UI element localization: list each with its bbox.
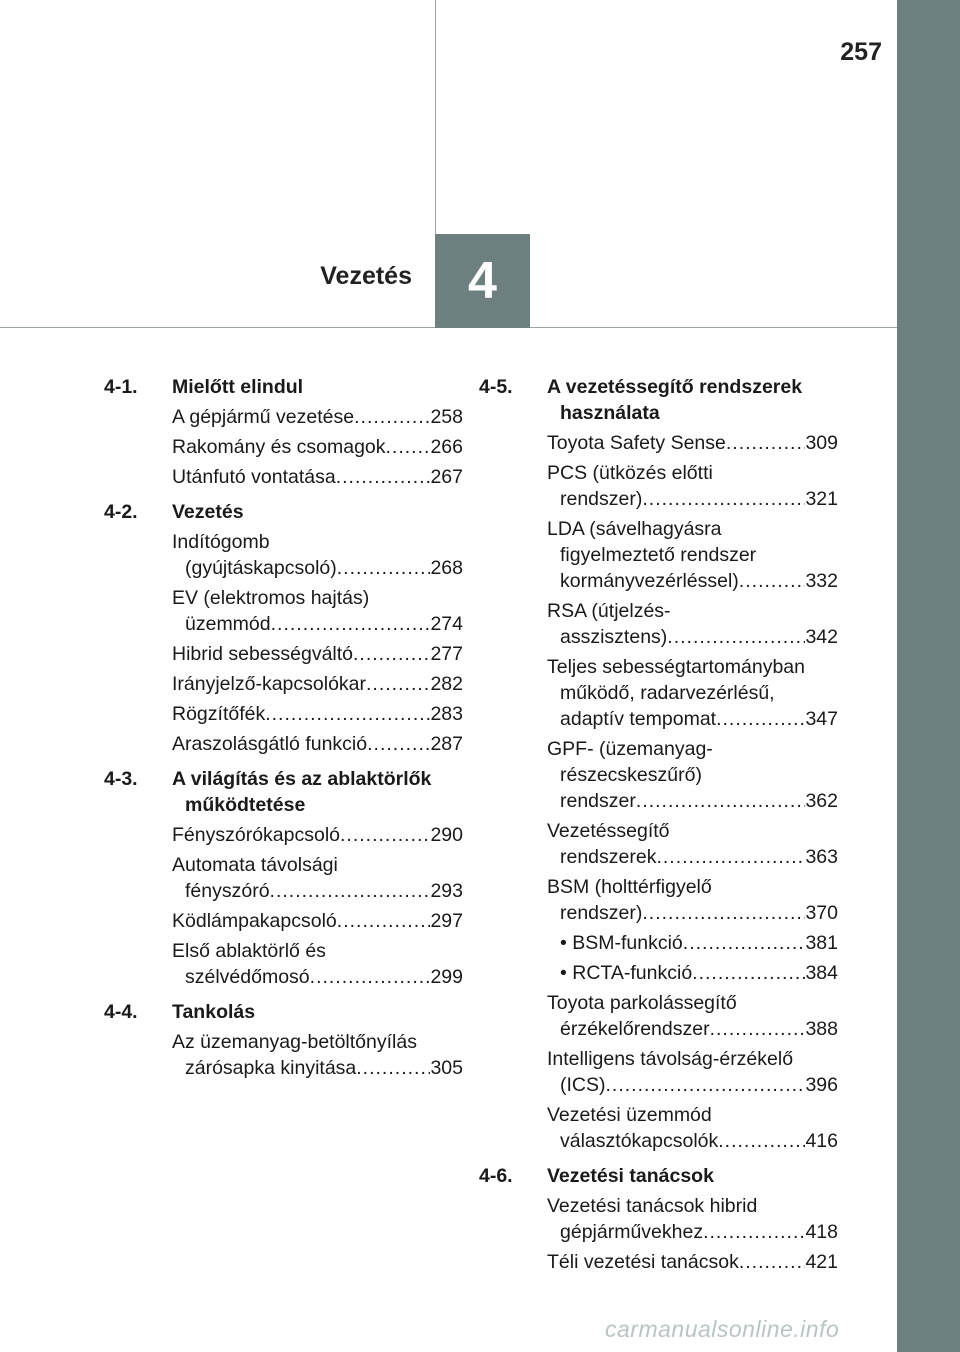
entry-text-line: (gyújtáskapcsoló) (185, 557, 337, 579)
header-vertical-rule (435, 0, 436, 234)
dot-leader (353, 641, 430, 667)
entry-page-number: 342 (805, 626, 838, 648)
entry-text-line: Automata távolsági (172, 854, 338, 876)
entry-text-line: Teljes sebességtartományban (547, 656, 805, 678)
entry-text-line: rendszer) (560, 488, 643, 510)
entry-text-line: Rögzítőfék (172, 703, 266, 725)
toc-entry[interactable] (495, 598, 838, 650)
section-title-line: használata (560, 402, 660, 424)
dot-leader (265, 701, 430, 727)
toc-section-heading (479, 1163, 838, 1189)
chapter-number-box: 4 (435, 234, 530, 328)
entry-text-line: Araszolásgátló funkció (172, 733, 368, 755)
entry-page-number: 282 (430, 673, 463, 695)
entry-page-number: 267 (430, 466, 463, 488)
watermark: carmanualsonline.info (605, 1316, 840, 1342)
toc-entry[interactable] (495, 1193, 838, 1245)
dot-leader (337, 908, 431, 934)
entry-text-line: Ködlámpakapcsoló (172, 910, 337, 932)
entry-text-line: GPF- (üzemanyag- (547, 738, 713, 760)
entry-page-number: 416 (805, 1130, 838, 1152)
toc-entry[interactable] (495, 874, 838, 926)
entry-page-number: 274 (430, 613, 463, 635)
entry-page-number: 283 (430, 703, 463, 725)
entry-text-line: • RCTA-funkció (560, 962, 693, 984)
toc-entry[interactable] (120, 822, 463, 848)
toc-entry[interactable] (120, 404, 463, 430)
toc-entry[interactable] (120, 641, 463, 667)
toc-section-heading (104, 499, 463, 525)
entry-text-line: választókapcsolók (560, 1130, 719, 1152)
entry-page-number: 370 (805, 902, 838, 924)
entry-text-line: részecskeszűrő) (560, 764, 702, 786)
entry-text-line: LDA (sávelhagyásra (547, 518, 722, 540)
entry-page-number: 396 (805, 1074, 838, 1096)
dot-leader (340, 822, 430, 848)
toc-section-heading (104, 766, 463, 818)
entry-page-number: 321 (805, 488, 838, 510)
toc-entry[interactable] (120, 701, 463, 727)
chapter-title: Vezetés (320, 262, 412, 290)
entry-text-line: Téli vezetési tanácsok (547, 1251, 739, 1273)
entry-text-line: rendszer) (560, 902, 643, 924)
entry-text-line: működő, radarvezérlésű, (560, 682, 775, 704)
dot-leader (718, 1128, 805, 1154)
toc-entry[interactable] (495, 990, 838, 1042)
entry-text-line: Az üzemanyag-betöltőnyílás (172, 1031, 417, 1053)
toc-entry[interactable] (495, 960, 838, 986)
entry-page-number: 388 (805, 1018, 838, 1040)
dot-leader (656, 844, 805, 870)
entry-text-line: fényszóró (185, 880, 270, 902)
dot-leader (337, 555, 431, 581)
entry-text-line: • BSM-funkció (560, 932, 683, 954)
toc-entry[interactable] (495, 818, 838, 870)
section-number: 4-2. (104, 501, 138, 523)
entry-page-number: 290 (430, 824, 463, 846)
entry-text-line: Hibrid sebességváltó (172, 643, 354, 665)
toc-entry[interactable] (120, 938, 463, 990)
entry-page-number: 266 (430, 436, 463, 458)
section-title-line: működtetése (185, 794, 306, 816)
dot-leader (310, 964, 431, 990)
entry-page-number: 268 (430, 557, 463, 579)
section-number: 4-1. (104, 376, 138, 398)
dot-leader (726, 430, 806, 456)
section-number: 4-4. (104, 1001, 138, 1023)
dot-leader (739, 568, 806, 594)
toc-entry[interactable] (120, 1029, 463, 1081)
entry-text-line: rendszerek (560, 846, 657, 868)
toc-left-column (104, 374, 463, 1090)
entry-text-line: Rakomány és csomagok (172, 436, 386, 458)
dot-leader (739, 1249, 806, 1275)
toc-entry[interactable] (495, 930, 838, 956)
entry-page-number: 332 (805, 570, 838, 592)
dot-leader (716, 706, 805, 732)
section-number: 4-3. (104, 768, 138, 790)
entry-text-line: figyelmeztető rendszer (560, 544, 757, 566)
entry-text-line: asszisztens) (560, 626, 668, 648)
section-title-line: Vezetés (172, 501, 244, 523)
toc-entry[interactable] (495, 1102, 838, 1154)
dot-leader (683, 930, 806, 956)
dot-leader (270, 878, 431, 904)
section-title-line: Mielőtt elindul (172, 376, 304, 398)
dot-leader (271, 611, 431, 637)
entry-page-number: 297 (430, 910, 463, 932)
entry-text-line: adaptív tempomat (560, 708, 717, 730)
entry-text-line: Vezetéssegítő (547, 820, 670, 842)
dot-leader (710, 1016, 806, 1042)
dot-leader (642, 486, 805, 512)
toc-entry[interactable] (120, 464, 463, 490)
toc-entry[interactable] (120, 852, 463, 904)
entry-text-line: rendszer (560, 790, 636, 812)
entry-page-number: 418 (805, 1221, 838, 1243)
toc-entry[interactable] (120, 585, 463, 637)
entry-page-number: 421 (805, 1251, 838, 1273)
section-title-line: Vezetési tanácsok (547, 1165, 714, 1187)
section-number: 4-5. (479, 376, 513, 398)
section-number: 4-6. (479, 1165, 513, 1187)
entry-page-number: 347 (805, 708, 838, 730)
entry-text-line: Vezetési üzemmód (547, 1104, 712, 1126)
entry-text-line: Toyota parkolássegítő (547, 992, 737, 1014)
dot-leader (354, 404, 430, 430)
dot-leader (356, 1055, 430, 1081)
entry-text-line: Intelligens távolság-érzékelő (547, 1048, 794, 1070)
dot-leader (336, 464, 431, 490)
entry-text-line: BSM (holttérfigyelő (547, 876, 712, 898)
toc-entry[interactable] (120, 671, 463, 697)
entry-text-line: érzékelőrendszer (560, 1018, 710, 1040)
entry-text-line: üzemmód (185, 613, 271, 635)
toc-entry[interactable] (495, 460, 838, 512)
chapter-side-tab (897, 0, 960, 1352)
entry-page-number: 381 (805, 932, 838, 954)
entry-text-line: EV (elektromos hajtás) (172, 587, 370, 609)
entry-page-number: 299 (430, 966, 463, 988)
entry-text-line: Indítógomb (172, 531, 270, 553)
toc-entry[interactable] (495, 654, 838, 732)
toc-entry[interactable] (120, 908, 463, 934)
entry-page-number: 384 (805, 962, 838, 984)
dot-leader (606, 1072, 806, 1098)
dot-leader (692, 960, 805, 986)
entry-text-line: gépjárművekhez (560, 1221, 704, 1243)
dot-leader (366, 671, 430, 697)
entry-page-number: 277 (430, 643, 463, 665)
section-title-line: A világítás és az ablaktörlők (172, 768, 432, 790)
entry-text-line: PCS (ütközés előtti (547, 462, 713, 484)
entry-text-line: zárósapka kinyitása (185, 1057, 357, 1079)
section-title-line: A vezetéssegítő rendszerek (547, 376, 803, 398)
entry-text-line: RSA (útjelzés- (547, 600, 671, 622)
entry-page-number: 293 (430, 880, 463, 902)
entry-text-line: kormányvezérléssel) (560, 570, 739, 592)
toc-entry[interactable] (495, 1249, 838, 1275)
dot-leader (642, 900, 805, 926)
toc-entry[interactable] (120, 529, 463, 581)
dot-leader (703, 1219, 805, 1245)
entry-page-number: 258 (430, 406, 463, 428)
entry-page-number: 363 (805, 846, 838, 868)
entry-text-line: A gépjármű vezetése (172, 406, 355, 428)
entry-text-line: Első ablaktörlő és (172, 940, 326, 962)
toc-right-column (479, 374, 838, 1284)
entry-page-number: 309 (805, 432, 838, 454)
entry-text-line: (ICS) (560, 1074, 606, 1096)
entry-page-number: 362 (805, 790, 838, 812)
entry-text-line: Toyota Safety Sense (547, 432, 726, 454)
toc-section-heading (104, 374, 463, 400)
toc-entry[interactable] (495, 736, 838, 814)
entry-text-line: Fényszórókapcsoló (172, 824, 340, 846)
dot-leader (386, 434, 431, 460)
toc-entry[interactable] (120, 434, 463, 460)
entry-text-line: Vezetési tanácsok hibrid (547, 1195, 758, 1217)
dot-leader (636, 788, 806, 814)
entry-text-line: Irányjelző-kapcsolókar (172, 673, 367, 695)
dot-leader (367, 731, 430, 757)
entry-page-number: 305 (430, 1057, 463, 1079)
entry-text-line: szélvédőmosó (185, 966, 310, 988)
dot-leader (667, 624, 805, 650)
toc-entry[interactable] (495, 430, 838, 456)
toc-entry[interactable] (120, 731, 463, 757)
toc-section-heading (479, 374, 838, 426)
toc-section-heading (104, 999, 463, 1025)
entry-page-number: 287 (430, 733, 463, 755)
entry-text-line: Utánfutó vontatása (172, 466, 336, 488)
section-title-line: Tankolás (172, 1001, 256, 1023)
toc-entry[interactable] (495, 516, 838, 594)
page-number: 257 (840, 38, 882, 66)
toc-entry[interactable] (495, 1046, 838, 1098)
